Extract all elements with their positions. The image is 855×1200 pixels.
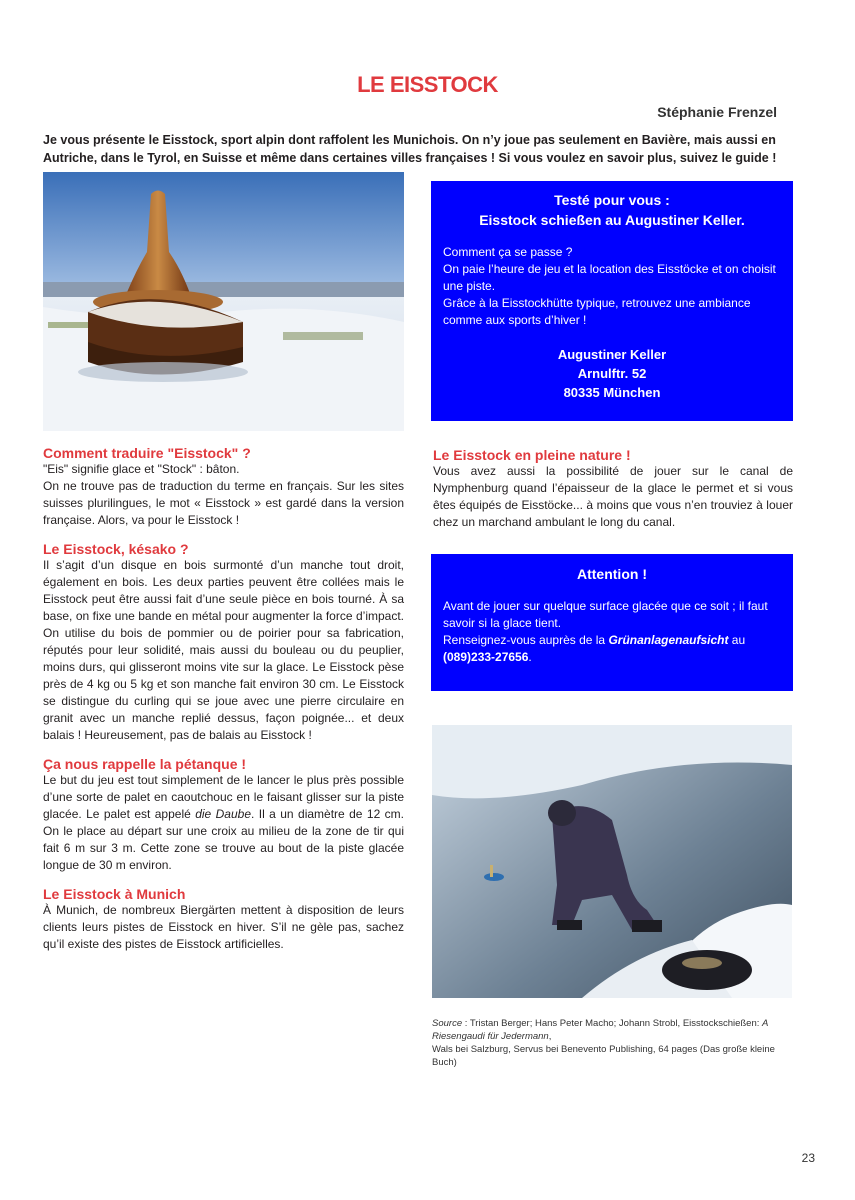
section-text-petanque (43, 772, 404, 874)
nature-section (433, 447, 793, 531)
source-label: Source (432, 1018, 463, 1029)
traduire-p1: "Eis" signifie glace et "Stock" : bâton. (43, 462, 240, 476)
attention-box (431, 554, 793, 691)
box-body-ambiance: Grâce à la Eisstockhütte typique, retrouvez une ambiance comme aux sports d’hiver ! (443, 296, 751, 327)
box-body-question: Comment ça se passe ? (443, 245, 573, 259)
tested-for-you-box (431, 181, 793, 421)
eisstock-photo (43, 172, 404, 431)
attention-heading: Attention ! (577, 566, 647, 582)
section-heading-petanque: Ça nous rappelle la pétanque ! (43, 756, 247, 772)
source-caption: Source : Tristan Berger; Hans Peter Macho; Johann Strobl, Eisstockschießen: A Riesengaudi für Jedermann, Wals bei Salzburg, Servus bei Benevento Publishing, 64 pages (Das große kleine Buch) (432, 1018, 775, 1068)
attention-body-1: Avant de jouer sur quelque surface glacée que ce soit ; il faut savoir si la glace tient. (443, 599, 768, 630)
attention-body-2: Renseignez-vous auprès de la Grünanlagenaufsicht au (443, 633, 746, 647)
left-column (43, 445, 404, 953)
intro-paragraph: Je vous présente le Eisstock, sport alpin dont raffolent les Munichois. On n’y joue pas seulement en Bavière, mais aussi en Autriche, dans le Tyrol, en Suisse et même dans certaines villes françaises ! Si vous voulez en savoir plus, suivez le guide ! (43, 133, 777, 165)
section-text-kesako (43, 557, 404, 744)
author-name: Stéphanie Frenzel (657, 104, 777, 120)
address-city: 80335 München (563, 385, 661, 400)
section-heading-kesako: Le Eisstock, késako ? (43, 541, 189, 557)
kesako-p1: Il s’agit d’un disque en bois surmonté d’un manche tout droit, également en bois. Les deux parties peuvent être collées mais le Eisstock peut être aussi fait d’une seule pièce en bois tourné. À sa base, on fixe une bande en métal pour augmenter la force d’impact. On utilise du bois de pommier ou de poirier pour sa fabrication, réputés pour leur solidité, mais aussi du bouleau ou du peuplier, moins durs, qui glisseront moins vite sur la glace. Le Eisstock pèse près de 4 kg ou 5 kg et son manche fait environ 30 cm. Le Eisstock se distingue du curling qui se joue avec une pierre circulaire en granit avec un manche replié dessus, façon poignée... et deux balais ! Heureusement, pas de balais au Eisstock ! (43, 558, 404, 742)
section-text-traduire (43, 461, 404, 529)
nature-p1: Vous avez aussi la possibilité de jouer sur le canal de Nymphenburg quand l’épaisseur de la glace le permet et si vous êtes équipés de Eisstöcke... à moins que vous n’en trouviez à louer chez un marchand ambulant le long du canal. (433, 464, 793, 529)
box-heading-line1: Testé pour vous : (554, 192, 670, 208)
box-heading-line2: Eisstock schießen au Augustiner Keller. (479, 212, 745, 228)
address-name: Augustiner Keller (557, 347, 667, 362)
munich-p1: À Munich, de nombreux Biergärten mettent à disposition de leurs clients leurs pistes de Eisstock en hiver. S’il ne gèle pas, sachez qu’il existe des pistes de Eisstock artificielles. (43, 903, 404, 951)
section-heading-nature: Le Eisstock en pleine nature ! (433, 447, 631, 463)
section-heading-traduire: Comment traduire "Eisstock" ? (43, 445, 251, 461)
player-photo (432, 725, 792, 998)
source-publisher: Wals bei Salzburg, Servus bei Benevento Publishing, 64 pages (Das große kleine Buch) (432, 1044, 775, 1068)
section-heading-munich: Le Eisstock à Munich (43, 886, 186, 902)
address-street: Arnulftr. 52 (577, 366, 647, 381)
page-title: LE EISSTOCK (357, 72, 498, 97)
traduire-p2: On ne trouve pas de traduction du terme en français. Sur les sites suisses plurilingues, le mot « Eisstock » est gardé dans la version française. Alors, va pour le Eisstock ! (43, 479, 404, 527)
petanque-p1: Le but du jeu est tout simplement de le lancer le plus près possible d’une sorte de palet en caoutchouc en le faisant glisser sur la piste glacée. Le palet est appelé die Daube. Il a un diamètre de 12 cm. On le place au départ sur une croix au milieu de la zone de tir qui fait 6 m sur 3 m. Cette zone se trouve au bout de la piste glacée longue de 30 m environ. (43, 773, 404, 872)
page-number: 23 (801, 1151, 815, 1165)
section-text-munich (43, 902, 404, 953)
box-body-price: On paie l’heure de jeu et la location des Eisstöcke et on choisit une piste. (443, 262, 776, 293)
section-text-nature (433, 463, 793, 531)
attention-phone: (089)233-27656. (443, 650, 532, 664)
